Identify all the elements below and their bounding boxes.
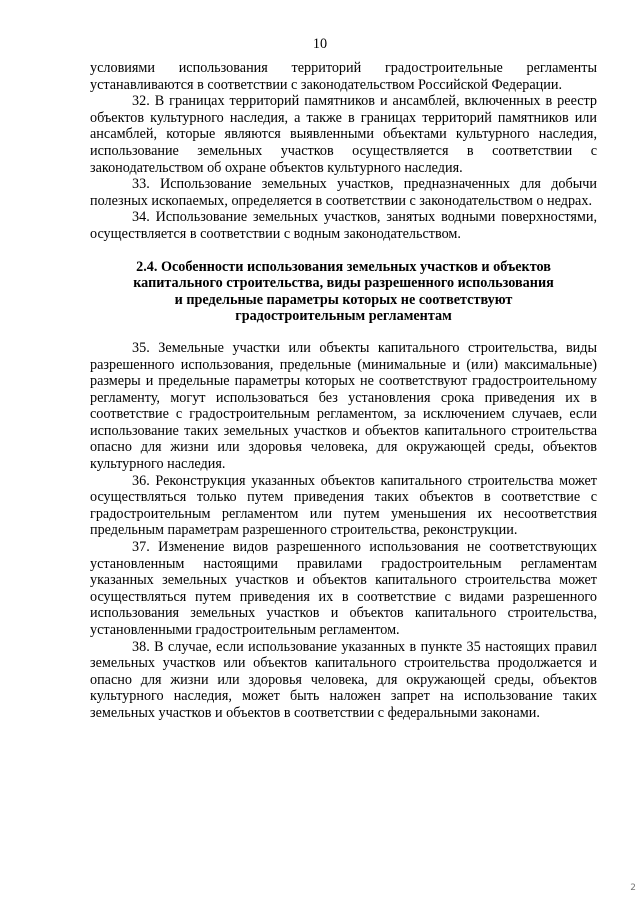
section-heading-line: 2.4. Особенности использования земельных участков и объектов bbox=[136, 258, 551, 275]
page-number: 10 bbox=[312, 36, 328, 52]
section-heading-line: капитального строительства, виды разрешенного использования bbox=[133, 275, 554, 292]
paragraph-continuation: условиями использования территорий градостроительные регламенты устанавливаются в соответствии с законодательством Российской Федерации. bbox=[90, 60, 597, 93]
paragraph-37: 37. Изменение видов разрешенного использования не соответствующих установленным настоящими правилами градостроительным регламентам указанных земельных участков и объектов капитального строительства может осуществляться путем приведения их в соответствие с видами разрешенного использования земельных участков и объектов капитального строительства, установленными градостроительным регламентом. bbox=[90, 539, 597, 638]
scan-mark: 2 bbox=[630, 883, 636, 894]
section-heading-2-4 bbox=[90, 259, 597, 325]
section-heading-line: градостроительным регламентам bbox=[235, 308, 452, 325]
paragraph-38: 38. В случае, если использование указанных в пункте 35 настоящих правил земельных участков или объектов капитального строительства продолжается и опасно для жизни или здоровья человека, для окружающей среды, объектов культурного наследия, может быть наложен запрет на использование таких земельных участков и объектов в соответствии с федеральными законами. bbox=[90, 638, 597, 721]
paragraph-36: 36. Реконструкция указанных объектов капитального строительства может осуществляться только путем приведения таких объектов в соответствие с градостроительным регламентом или путем уменьшения их несоответствия предельным параметрам разрешенного строительства, реконструкции. bbox=[90, 472, 597, 539]
section-heading-line: и предельные параметры которых не соответствуют bbox=[174, 291, 513, 308]
paragraph-34: 34. Использование земельных участков, занятых водными поверхностями, осуществляется в соответствии с водным законодательством. bbox=[90, 209, 597, 242]
paragraph-32: 32. В границах территорий памятников и ансамблей, включенных в реестр объектов культурного наследия, а также в границах территорий памятников или ансамблей, которые являются выявленными объектами культурного наследия, использование земельных участков осуществляется в соответствии с законодательством об охране объектов культурного наследия. bbox=[90, 93, 597, 176]
document-body bbox=[90, 60, 597, 722]
paragraph-33: 33. Использование земельных участков, предназначенных для добычи полезных ископаемых, определяется в соответствии с законодательством о недрах. bbox=[90, 176, 597, 209]
paragraph-35: 35. Земельные участки или объекты капитального строительства, виды разрешенного использования, предельные (минимальные и (или) максимальные) размеры и предельные параметры которых не соответствуют градостроительному регламенту, могут использоваться без установления срока приведения их в соответствие с градостроительным регламентом, за исключением случаев, если использование таких земельных участков и объектов капитального строительства опасно для жизни или здоровья человека, для окружающей среды, объектов культурного наследия. bbox=[90, 339, 597, 473]
